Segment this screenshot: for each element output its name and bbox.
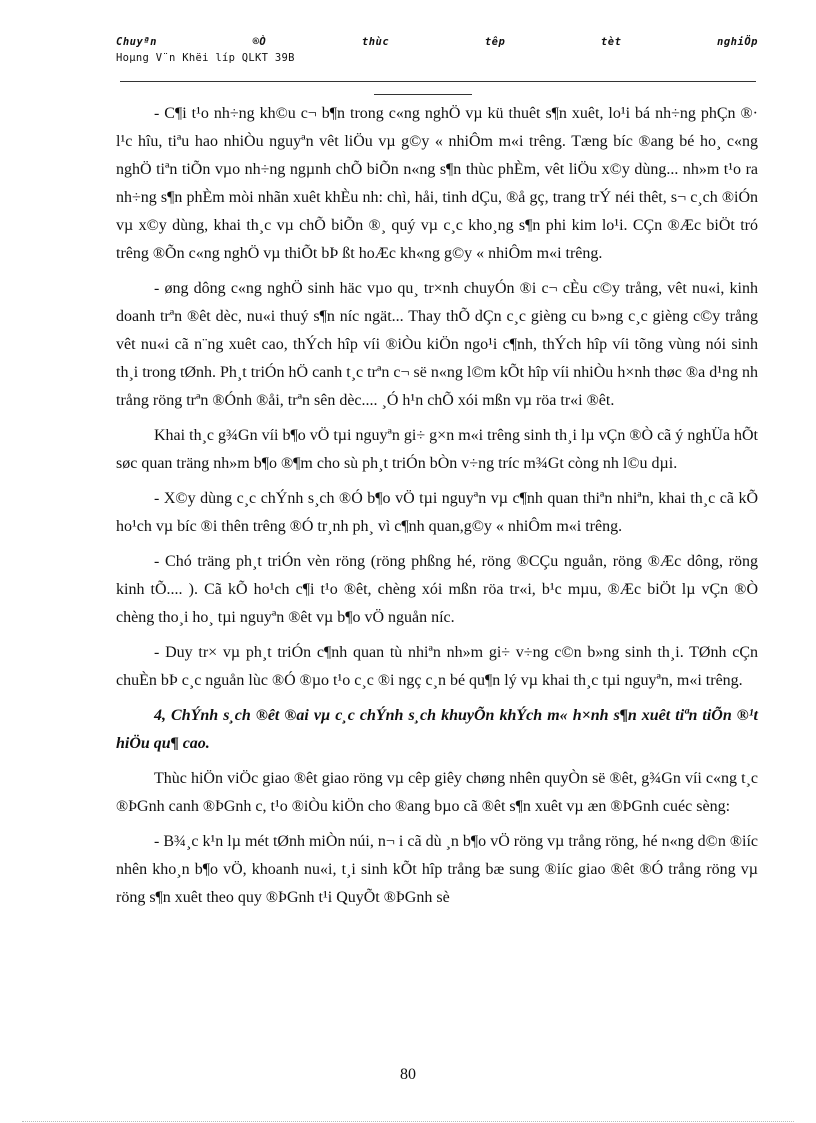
- header-word: Chuyªn: [116, 36, 157, 48]
- paragraph: - X©y dùng c¸c chÝnh s¸ch ®Ó b¶o vÖ tµi nguyªn vµ c¶nh quan thiªn nhiªn, khai th¸c cã kÕ ho¹ch vµ bíc ®i thên trêng ®Ó tr¸nh ph¸ vì c¶nh quan,g©y « nhiÔm m«i trêng.: [116, 490, 758, 535]
- paragraph: - C¶i t¹o nh÷ng kh©u c¬ b¶n trong c«ng nghÖ vµ kü thuêt s¶n xuêt, lo¹i bá nh÷ng phÇn ®· l¹c hîu, tiªu hao nhiÒu nguyªn vêt liÖu vµ g©y « nhiÔm m«i trêng. Tæng bíc ®ang bé ho¸ c«ng nghÖ tiªn tiÕn vµo nh÷ng ngµnh chÕ biÕn n«ng s¶n thùc phÈm, vêt liÖu x©y dùng... nh»m t¹o ra nh÷ng s¶n phÈm mòi nhãn xuêt khÈu nh: chì, håi, tinh dÇu, ®å gç, trang trÝ néi thêt, s¬ c¸ch ®iÓn vµ x©y dùng, khai th¸c vµ chÕ biÕn ®¸ quý vµ c¸c kho¸ng s¶n phi kim lo¹i. CÇn ®Æc biÖt tró trêng ®Õn c«ng nghÖ vµ thiÕt bÞ ßt hoÆc kh«ng g©y « nhiÔm m«i trêng.: [116, 105, 758, 262]
- header-word: nghiÖp: [717, 36, 758, 48]
- document-body: [116, 100, 758, 919]
- header-word: thùc: [361, 36, 390, 48]
- header-word: têp: [484, 36, 506, 48]
- header-author-line: Hoµng V¨n Khëi líp QLKT 39B: [116, 52, 295, 64]
- header-rule: [120, 81, 756, 82]
- page-bottom-border: [22, 1121, 794, 1122]
- header-subrule: [374, 94, 472, 95]
- paragraph: Thùc hiÖn viÖc giao ®êt giao röng vµ cêp giêy chøng nhên quyÒn së ®êt, g¾Gn víi c«ng t¸c ®ÞGnh canh ®ÞGnh c, t¹o ®iÒu kiÖn cho ®ang bµo cã ®êt s¶n xuêt vµ æn ®ÞGnh cuéc sèng:: [116, 770, 758, 815]
- header-word: ®Ò: [252, 36, 267, 48]
- paragraph: - Chó träng ph¸t triÓn vèn röng (röng phßng hé, röng ®CÇu nguån, röng ®Æc dông, röng kinh tÕ.... ). Cã kÕ ho¹ch c¶i t¹o ®êt, chèng xói mßn röa tr«i, b¹c mµu, ®Æc biÖt lµ vÇn ®Ò chèng tho¸i ho¸ tµi nguyªn ®êt vµ b¶o vÖ nguån níc.: [116, 553, 758, 626]
- paragraph: - B¾¸c k¹n lµ mét tØnh miÒn núi, n¬ i cã dù ¸n b¶o vÖ röng vµ trång röng, hé n«ng d©n ®iíc nhên kho¸n b¶o vÖ, khoanh nu«i, t¸i sinh kÕt hîp trång bæ sung ®iíc giao ®êt ®Ó trång röng vµ röng s¶n xuêt theo quy ®ÞGnh t¹i QuyÕt ®ÞGnh sè: [116, 833, 758, 906]
- page-number: 80: [400, 1066, 416, 1083]
- header-title-line: [116, 36, 758, 48]
- paragraph: - Duy tr× vµ ph¸t triÓn c¶nh quan tù nhiªn nh»m gi÷ v÷ng c©n b»ng sinh th¸i. TØnh cÇn chuÈn bÞ c¸c nguån lùc ®Ó ®µo t¹o c¸c ®i ngç c¸n bé qu¶n lý vµ khai th¸c tµi nguyªn, m«i trêng.: [116, 644, 758, 689]
- section-heading: 4, ChÝnh s¸ch ®êt ®ai vµ c¸c chÝnh s¸ch khuyÕn khÝch m« h×nh s¶n xuêt tiªn tiÕn ®¹t hiÖu qu¶ cao.: [116, 707, 758, 752]
- paragraph: - øng dông c«ng nghÖ sinh häc vµo qu¸ tr×nh chuyÓn ®i c¬ cÈu c©y trång, vêt nu«i, kinh doanh trªn ®êt dèc, nu«i thuý s¶n níc ngät... Thay thÕ dÇn c¸c gièng cu b»ng c¸c gièng c©y trång vêt nu«i cã n¨ng xuêt cao, thÝch hîp víi ®iÒu kiÖn ngo¹i c¶nh, thÝch hîp víi tõng vùng nói sinh th¸i trong tØnh. Ph¸t triÓn hÖ canh t¸c trªn c¬ së n«ng l©m kÕt hîp víi nhiÒu h×nh thøc ®a d¹ng nh trång röng trªn ®Ónh ®åi, trªn sên dèc.... ¸Ó h¹n chÕ xói mßn vµ röa tr«i ®êt.: [116, 280, 758, 409]
- header-word: tèt: [600, 36, 622, 48]
- paragraph: Khai th¸c g¾Gn víi b¶o vÖ tµi nguyªn gi÷ g×n m«i trêng sinh th¸i lµ vÇn ®Ò cã ý nghÜa hÕt søc quan träng nh»m b¶o ®¶m cho sù ph¸t triÓn bÒn v÷ng tríc m¾Gt còng nh l©u dµi.: [116, 427, 758, 472]
- page-header: [116, 36, 758, 64]
